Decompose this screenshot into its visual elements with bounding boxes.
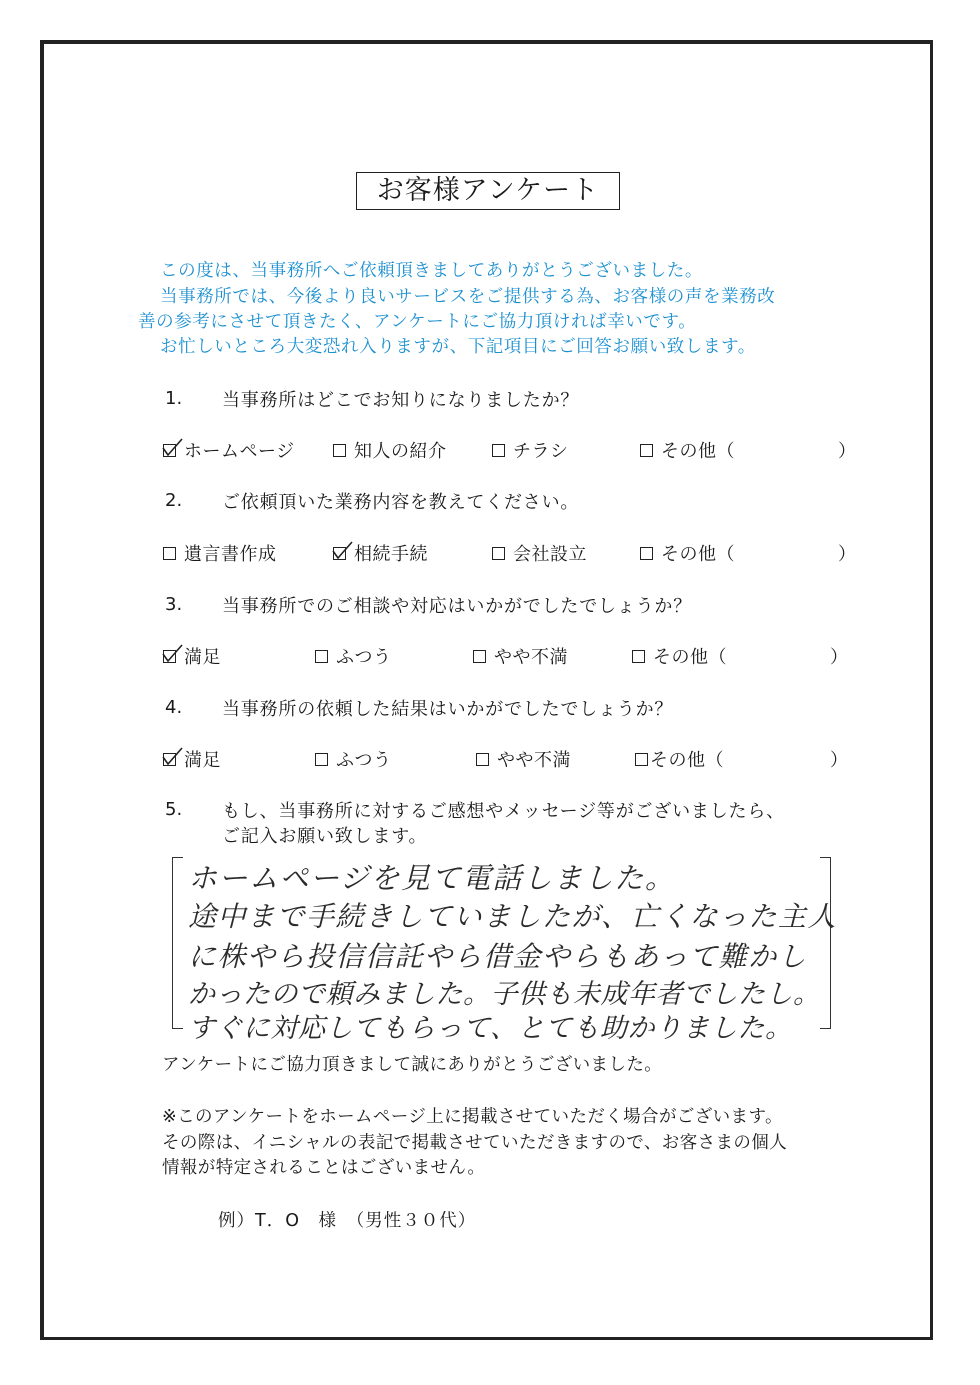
option-label: やや不満 bbox=[497, 750, 571, 771]
checkbox[interactable] bbox=[473, 650, 486, 663]
q4-option-satisfied[interactable] bbox=[163, 746, 221, 772]
question-number: 5. bbox=[165, 799, 183, 820]
option-label: ふつう bbox=[336, 647, 392, 668]
question-text: ご依頼頂いた業務内容を教えてください。 bbox=[222, 492, 580, 513]
handwritten-answer-line: に株やら投信信託やら借金やらもあって難かし bbox=[188, 940, 808, 973]
option-label: その他（ bbox=[650, 750, 724, 771]
intro-line: 善の参考にさせて頂きたく、アンケートにご協力頂ければ幸いです。 bbox=[138, 312, 697, 332]
checkbox-checked[interactable] bbox=[333, 547, 346, 560]
intro-line: 当事務所では、今後より良いサービスをご提供する為、お客様の声を業務改 bbox=[160, 287, 776, 307]
answer-bracket-left bbox=[172, 857, 183, 1029]
q3-option-normal[interactable] bbox=[315, 643, 392, 669]
close-paren: ） bbox=[838, 544, 856, 565]
q2-option-inheritance[interactable] bbox=[333, 540, 428, 566]
checkbox-checked[interactable] bbox=[163, 650, 176, 663]
checkbox-checked[interactable] bbox=[163, 753, 176, 766]
option-label: 満足 bbox=[184, 647, 221, 668]
option-label: 会社設立 bbox=[513, 544, 587, 565]
q4-option-dissatisfied[interactable] bbox=[476, 746, 571, 772]
handwritten-answer-line: かったので頼みました。子供も未成年者でしたし。 bbox=[188, 979, 821, 1010]
option-label: その他（ bbox=[661, 441, 735, 462]
checkbox[interactable] bbox=[163, 547, 176, 560]
question-text: 当事務所の依頼した結果はいかがでしたでしょうか？ bbox=[222, 699, 674, 720]
q2-option-other[interactable] bbox=[640, 540, 735, 566]
checkbox[interactable] bbox=[640, 444, 653, 457]
question-text: もし、当事務所に対するご感想やメッセージ等がございましたら、 bbox=[222, 801, 785, 822]
close-paren: ） bbox=[830, 750, 848, 771]
notice-line: ※このアンケートをホームページ上に掲載させていただく場合がございます。 bbox=[162, 1107, 783, 1127]
checkbox[interactable] bbox=[640, 547, 653, 560]
question-number: 2. bbox=[165, 490, 183, 511]
intro-line: この度は、当事務所へご依頼頂きましてありがとうございました。 bbox=[160, 261, 703, 281]
option-label: 遺言書作成 bbox=[184, 544, 277, 565]
option-label: その他（ bbox=[653, 647, 727, 668]
option-label: やや不満 bbox=[494, 647, 568, 668]
q1-option-other[interactable] bbox=[640, 437, 735, 463]
question-number: 4. bbox=[165, 697, 183, 718]
checkbox[interactable] bbox=[635, 753, 648, 766]
option-label: 満足 bbox=[184, 750, 221, 771]
question-text: 当事務所でのご相談や対応はいかがでしたでしょうか？ bbox=[222, 596, 692, 617]
example-text: 例）T．O 様 （男性３０代） bbox=[218, 1211, 477, 1231]
notice-line: 情報が特定されることはございません。 bbox=[162, 1158, 486, 1178]
question-text: 当事務所はどこでお知りになりましたか？ bbox=[222, 390, 580, 411]
q4-option-other[interactable] bbox=[635, 746, 724, 772]
handwritten-answer-line: すぐに対応してもらって、とても助かりました。 bbox=[188, 1013, 793, 1044]
checkbox[interactable] bbox=[315, 650, 328, 663]
intro-line: お忙しいところ大変恐れ入りますが、下記項目にご回答お願い致します。 bbox=[160, 337, 756, 357]
q4-option-normal[interactable] bbox=[315, 746, 392, 772]
page-title: お客様アンケート bbox=[356, 172, 620, 210]
q3-option-satisfied[interactable] bbox=[163, 643, 221, 669]
q3-option-dissatisfied[interactable] bbox=[473, 643, 568, 669]
question-number: 3. bbox=[165, 594, 183, 615]
question-number: 1. bbox=[165, 388, 183, 409]
notice-line: その際は、イニシャルの表記で掲載させていただきますので、お客さまの個人 bbox=[162, 1133, 788, 1153]
checkbox[interactable] bbox=[632, 650, 645, 663]
checkbox[interactable] bbox=[333, 444, 346, 457]
q2-option-will[interactable] bbox=[163, 540, 277, 566]
q1-option-friend[interactable] bbox=[333, 437, 447, 463]
question-text: ご記入お願い致します。 bbox=[222, 826, 428, 847]
option-label: ふつう bbox=[336, 750, 392, 771]
q1-option-flyer[interactable] bbox=[492, 437, 569, 463]
q1-option-homepage[interactable] bbox=[163, 437, 295, 463]
checkbox[interactable] bbox=[492, 547, 505, 560]
handwritten-answer-line: ホームページを見て電話しました。 bbox=[188, 861, 676, 895]
answer-bracket-right bbox=[820, 857, 831, 1029]
option-label: その他（ bbox=[661, 544, 735, 565]
checkbox-checked[interactable] bbox=[163, 444, 176, 457]
checkbox[interactable] bbox=[492, 444, 505, 457]
close-paren: ） bbox=[830, 647, 848, 668]
q3-option-other[interactable] bbox=[632, 643, 727, 669]
option-label: チラシ bbox=[513, 441, 569, 462]
option-label: ホームページ bbox=[184, 441, 295, 462]
q2-option-company[interactable] bbox=[492, 540, 587, 566]
handwritten-answer-line: 途中まで手続きしていましたが、亡くなった主人 bbox=[188, 900, 838, 933]
checkbox[interactable] bbox=[315, 753, 328, 766]
checkbox[interactable] bbox=[476, 753, 489, 766]
option-label: 知人の紹介 bbox=[354, 441, 447, 462]
thanks-text: アンケートにご協力頂きまして誠にありがとうございました。 bbox=[162, 1055, 663, 1075]
option-label: 相続手続 bbox=[354, 544, 428, 565]
close-paren: ） bbox=[838, 441, 856, 462]
